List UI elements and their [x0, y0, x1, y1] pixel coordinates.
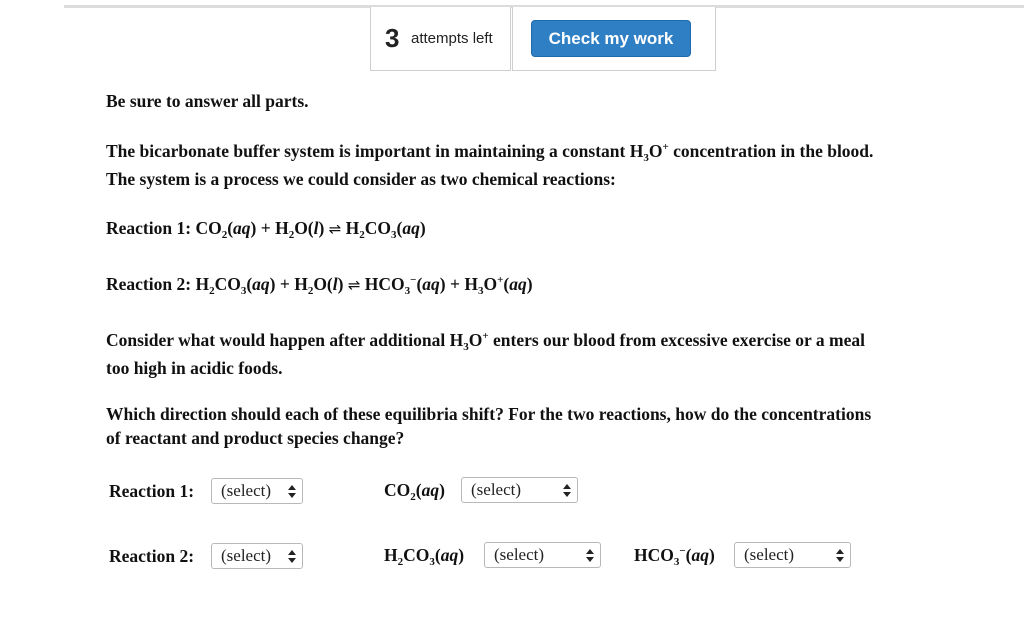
intro-line-1: The bicarbonate buffer system is important in maintaining a constant $H_3O^+$ concentration in the blood.: [106, 141, 874, 164]
co2-change-select[interactable]: [461, 477, 578, 503]
consider-line-2: too high in acidic foods.: [106, 358, 283, 378]
h2co3-change-value: (select): [494, 545, 545, 564]
select-arrows-icon: [288, 550, 296, 563]
hco3-species-label: $HCO_3^-(aq)$: [634, 545, 715, 568]
answer-reaction-2-label: Reaction 2:: [109, 546, 195, 566]
check-my-work-button[interactable]: Check my work: [531, 20, 691, 57]
reaction-1-direction-select[interactable]: [211, 478, 303, 504]
co2-species-label: $CO_2(aq)$: [384, 480, 445, 503]
intro-line-2: The system is a process we could consider as two chemical reactions:: [106, 169, 616, 189]
reaction-2-direction-value: (select): [221, 546, 272, 565]
question-line-2: of reactant and product species change?: [106, 428, 405, 448]
select-arrows-icon: [836, 549, 844, 562]
select-arrows-icon: [586, 549, 594, 562]
reaction-2-direction-select[interactable]: [211, 543, 303, 569]
h2co3-change-select[interactable]: [484, 542, 601, 568]
attempts-count: 3: [385, 23, 400, 53]
select-arrows-icon: [288, 485, 296, 498]
reaction-1-equation: Reaction 1: $CO_2(aq) + H_2O(l)$ ⇌ $H_2CO_3(aq)$: [106, 218, 426, 241]
question-line-1: Which direction should each of these equilibria shift? For the two reactions, how do the concentrations: [106, 404, 872, 424]
attempts-label: attempts left: [411, 30, 493, 47]
attempts-indicator: [370, 7, 511, 71]
reaction-2-equation: Reaction 2: $H_2CO_3(aq) + H_2O(l)$ ⇌ $HCO_3^-(aq) + H_3O^+(aq)$: [106, 274, 533, 297]
instructions-text: Be sure to answer all parts.: [106, 91, 309, 111]
reaction-1-direction-value: (select): [221, 481, 272, 500]
select-arrows-icon: [563, 484, 571, 497]
check-work-container: [512, 7, 716, 71]
hco3-change-value: (select): [744, 545, 795, 564]
consider-line-1: Consider what would happen after additional $H_3O^+$ enters our blood from excessive exercise or a meal: [106, 330, 865, 353]
hco3-change-select[interactable]: [734, 542, 851, 568]
co2-change-value: (select): [471, 480, 522, 499]
answer-reaction-1-label: Reaction 1:: [109, 481, 195, 501]
h2co3-species-label: $H_2CO_3(aq)$: [384, 545, 465, 568]
